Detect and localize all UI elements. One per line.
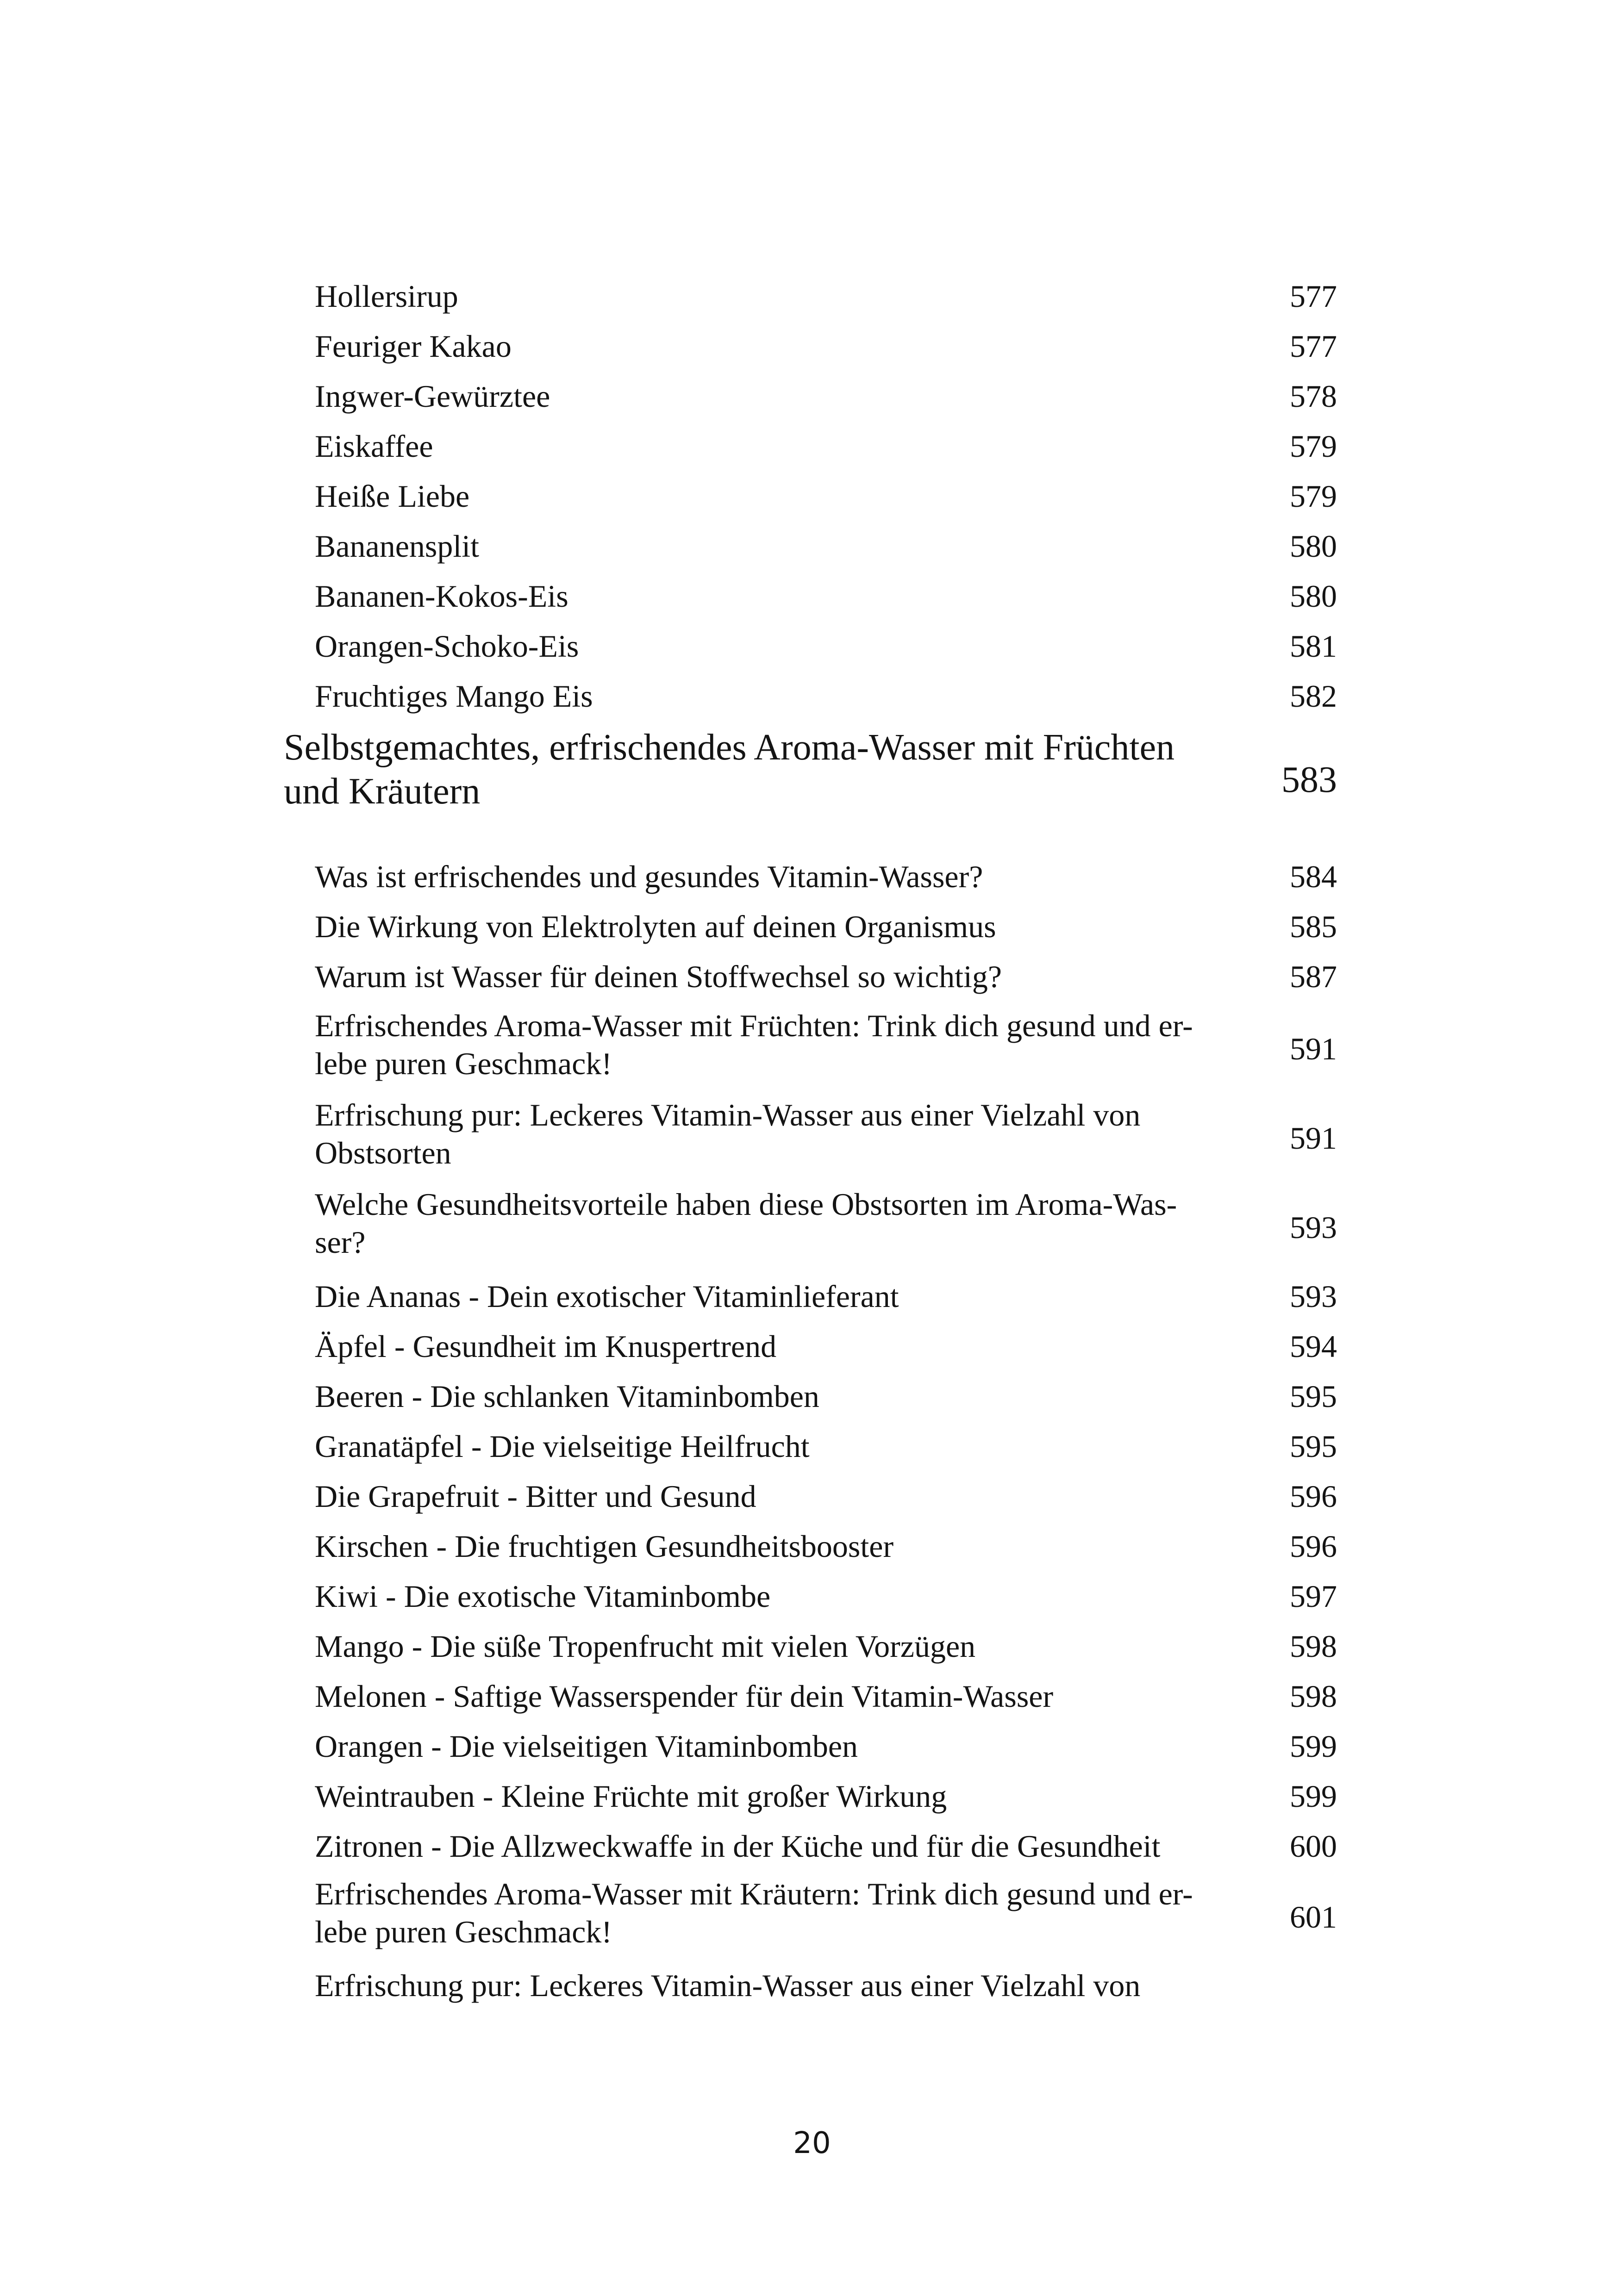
toc-entry-page: 580 xyxy=(1290,579,1337,614)
toc-entry-title: Erfrischung pur: Leckeres Vitamin-Wasser aus einer Vielzahl von xyxy=(315,1968,1141,2003)
toc-entry-title: Kiwi - Die exotische Vitaminbombe xyxy=(315,1579,771,1614)
toc-chapter-page: 583 xyxy=(1281,759,1337,800)
toc-entry-page: 599 xyxy=(1290,1729,1337,1764)
toc-entry-page: 600 xyxy=(1290,1829,1337,1864)
toc-entry-page: 585 xyxy=(1290,909,1337,944)
toc-entry-title: Die Ananas - Dein exotischer Vitaminlieferant xyxy=(315,1279,899,1314)
toc-entry-page: 577 xyxy=(1290,329,1337,364)
toc-entry-page: 591 xyxy=(1290,1031,1337,1066)
toc-entry-title: Erfrischendes Aroma-Wasser mit Kräutern: Trink dich gesund und er- lebe puren Geschmack! xyxy=(315,1876,1193,1949)
toc-entry-page: 599 xyxy=(1290,1779,1337,1814)
toc-entry-title: Eiskaffee xyxy=(315,429,433,464)
toc-entry-title: Die Wirkung von Elektrolyten auf deinen Organismus xyxy=(315,909,996,944)
toc-entry-title: Granatäpfel - Die vielseitige Heilfrucht xyxy=(315,1429,810,1464)
toc-entry-page: 587 xyxy=(1290,959,1337,994)
toc-entry-title: Erfrischendes Aroma-Wasser mit Früchten: Trink dich gesund und er- lebe puren Geschmack! xyxy=(315,1008,1193,1081)
toc-entry-page: 579 xyxy=(1290,479,1337,514)
toc-chapter-title: Selbstgemachtes, erfrischendes Aroma-Wasser mit Früchten und Kräutern xyxy=(284,727,1175,812)
toc-entry-page: 596 xyxy=(1290,1529,1337,1564)
toc-entry-title: Hollersirup xyxy=(315,279,458,314)
page-number: 20 xyxy=(793,2126,831,2160)
toc-entry-title: Orangen - Die vielseitigen Vitaminbomben xyxy=(315,1729,858,1764)
toc-entry-title: Warum ist Wasser für deinen Stoffwechsel so wichtig? xyxy=(315,959,1002,994)
toc-entry-title: Welche Gesundheitsvorteile haben diese Obstsorten im Aroma-Was- ser? xyxy=(315,1187,1177,1260)
toc-entry-title: Melonen - Saftige Wasserspender für dein Vitamin-Wasser xyxy=(315,1679,1054,1714)
toc-entry-page: 595 xyxy=(1290,1429,1337,1464)
toc-entry-title: Bananensplit xyxy=(315,529,480,564)
toc-entry-page: 598 xyxy=(1290,1629,1337,1664)
toc-entry-page: 578 xyxy=(1290,379,1337,414)
toc-entry-title: Weintrauben - Kleine Früchte mit großer Wirkung xyxy=(315,1779,947,1814)
toc-entry-page: 584 xyxy=(1290,859,1337,894)
toc-entry-page: 577 xyxy=(1290,279,1337,314)
toc-entry-title: Mango - Die süße Tropenfrucht mit vielen Vorzügen xyxy=(315,1629,976,1664)
toc-entry-page: 580 xyxy=(1290,529,1337,564)
toc-entry-page: 597 xyxy=(1290,1579,1337,1614)
toc-entry-page: 593 xyxy=(1290,1210,1337,1245)
toc-entry-title: Beeren - Die schlanken Vitaminbomben xyxy=(315,1379,819,1414)
toc-entry-title: Äpfel - Gesundheit im Knuspertrend xyxy=(315,1329,777,1364)
toc-entry-page: 596 xyxy=(1290,1479,1337,1514)
toc-entry-page: 598 xyxy=(1290,1679,1337,1714)
toc-entry-page: 595 xyxy=(1290,1379,1337,1414)
toc-entry-title: Was ist erfrischendes und gesundes Vitamin-Wasser? xyxy=(315,859,983,894)
toc-entry-page: 593 xyxy=(1290,1279,1337,1314)
toc-entry-title: Fruchtiges Mango Eis xyxy=(315,678,593,714)
toc-entry-page: 582 xyxy=(1290,678,1337,714)
toc-entry-page: 591 xyxy=(1290,1120,1337,1156)
toc-entry-title: Kirschen - Die fruchtigen Gesundheitsbooster xyxy=(315,1529,894,1564)
toc-entry-title: Erfrischung pur: Leckeres Vitamin-Wasser aus einer Vielzahl von Obstsorten xyxy=(315,1097,1141,1170)
toc-entry-title: Die Grapefruit - Bitter und Gesund xyxy=(315,1479,756,1514)
toc-entry-title: Heiße Liebe xyxy=(315,479,470,514)
toc-entry-title: Bananen-Kokos-Eis xyxy=(315,579,568,614)
toc-entry-title: Feuriger Kakao xyxy=(315,329,512,364)
toc-entry-title: Ingwer-Gewürztee xyxy=(315,379,550,414)
toc-entry-page: 579 xyxy=(1290,429,1337,464)
toc-entry-title: Orangen-Schoko-Eis xyxy=(315,628,579,664)
toc-entry-page: 594 xyxy=(1290,1329,1337,1364)
toc-entry-page: 581 xyxy=(1290,628,1337,664)
toc-entry-title: Zitronen - Die Allzweckwaffe in der Küche und für die Gesundheit xyxy=(315,1829,1161,1864)
toc-entry-page: 601 xyxy=(1290,1899,1337,1935)
